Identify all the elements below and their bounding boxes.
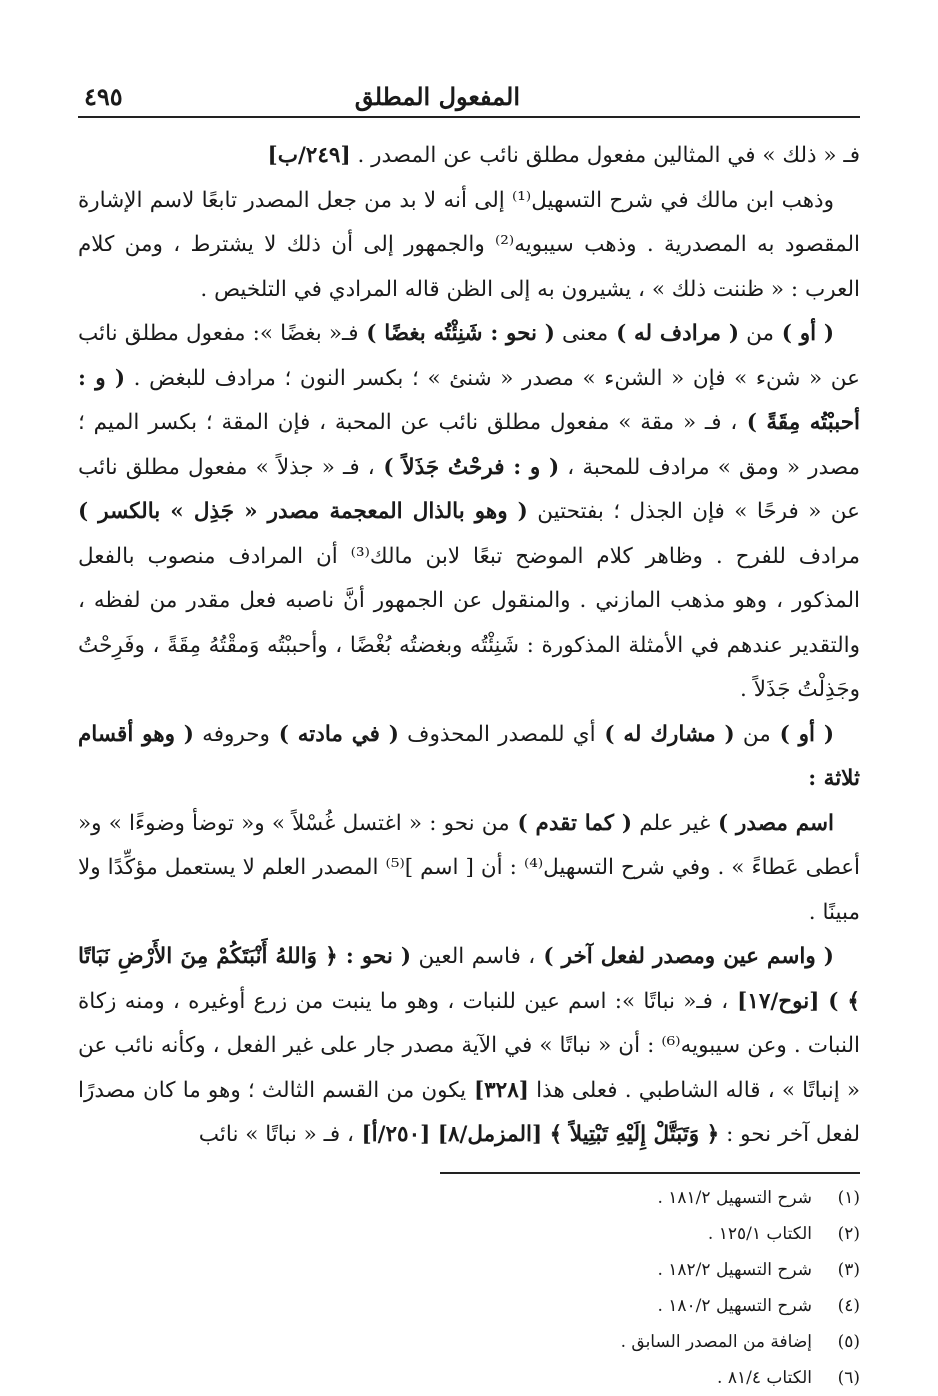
footnote-number: (٣) <box>837 1259 860 1280</box>
page-number: ٤٩٥ <box>84 82 123 111</box>
commentary-text: مرادف للفرح . وظاهر كلام الموضح تبعًا لابن مالك⁽³⁾ أن المرادف منصوب بالفعل المذكور ، وهو مذهب المازني . والمنقول عن الجمهور أنَّ ناصبه فعل مقدر من لفظه ، والتقدير عندهم في الأمثلة المذكورة : شَنِئْتُه وبغضتُه بُغْضًا ، وأحببْتُه وَمقْتُهُ مِقَةً ، وفَرِحْتُ وجَذِلْتُ جَذَلاً . <box>78 543 860 702</box>
footnotes <box>440 1172 860 1396</box>
commentary-text: من <box>734 721 771 747</box>
page <box>78 70 861 1388</box>
bold-matn-text: [٢٤٩/ب] <box>267 143 351 168</box>
footnote-text: إضافة من المصدر السابق . <box>620 1331 812 1352</box>
paragraph <box>78 312 860 713</box>
footnote-text: الكتاب ٨١/٤ . <box>717 1367 812 1388</box>
footnote <box>440 1324 860 1360</box>
footnote <box>440 1180 860 1216</box>
bold-matn-text: ( نحو : شَنِئْتُه بغضًا ) <box>358 321 555 346</box>
footnote-text: الكتاب ١٢٥/١ . <box>707 1223 812 1244</box>
bold-matn-text: ( و : فرحْتُ جَذَلاً ) <box>374 454 560 480</box>
paragraph <box>78 134 860 179</box>
bold-matn-text: ( و : أحببْتُه مِقَةً ) <box>78 365 860 435</box>
bold-matn-text: ( مرادف له ) <box>608 321 740 346</box>
paragraph <box>78 179 860 313</box>
commentary-text: من <box>739 321 775 346</box>
footnote-number: (١) <box>837 1187 860 1208</box>
paragraph <box>78 802 860 936</box>
bold-matn-text: ( أو ) <box>774 321 834 346</box>
running-title: المفعول المطلق <box>354 82 520 111</box>
commentary-text: ، فاسم العين <box>411 944 536 969</box>
bold-matn-text: ( في مادته ) <box>269 721 399 747</box>
footnote-text: شرح التسهيل ١٨٠/٢ . <box>657 1295 812 1316</box>
footnote-number: (٥) <box>837 1331 860 1352</box>
footnote-number: (٤) <box>837 1295 860 1316</box>
paragraph <box>78 713 860 802</box>
commentary-text: أي للمصدر المحذوف <box>398 721 596 747</box>
bold-matn-text: ( وهو أقسام ثلاثة : <box>78 721 860 791</box>
bold-matn-text: ( أو ) <box>770 721 834 747</box>
commentary-text: من نحو : « اغتسل غُسْلاً » و« توضأ وضوءًا » و« أعطى عَطاءً » . وفي شرح التسهيل⁽⁴⁾ : أن [ اسم ]⁽⁵⁾ المصدر العلم لا يستعمل مؤكِّدًا ولا مبينًا . <box>78 810 861 925</box>
commentary-text: ، فـ « مقة » مفعول مطلق نائب عن المحبة ، فإن المقة ؛ بكسر الميم ؛ مصدر « ومق » مرادف للمحبة ، <box>78 410 860 480</box>
footnote <box>440 1252 860 1288</box>
bold-matn-text: ﴿ وَتَبَتَّلْ إِلَيْهِ تَبْتِيلاً ﴾ [المزمل/٨] [٢٥٠/أ] <box>353 1122 720 1147</box>
commentary-text: غير علم <box>632 810 711 836</box>
commentary-text: ، فـ « جذلاً » مفعول مطلق نائب عن « فرحًا » فإن الجذل ؛ بفتحتين <box>78 454 860 524</box>
footnote-text: شرح التسهيل ١٨٢/٢ . <box>657 1259 812 1280</box>
footnote <box>440 1216 860 1252</box>
commentary-text: ، فـ« نباتًا »: اسم عين للنبات ، وهو ما ينبت من زرع أوغيره ، ومنه زكاة النبات . وعن سيبويه⁽⁶⁾ : أن « نباتًا » في الآية مصدر جار على غير الفعل ، وكأنه نائب عن « إنباتًا » ، قاله الشاطبي . فعلى هذا <box>78 988 860 1103</box>
bold-matn-text: [٣٢٨] <box>466 1077 529 1103</box>
footnote-text: شرح التسهيل ١٨١/٢ . <box>657 1187 812 1208</box>
bold-matn-text: ( وهو بالذال المعجمة مصدر « جَذِل » بالكسر ) <box>78 499 528 524</box>
commentary-text: يكون من القسم الثالث ؛ وهو ما كان مصدرًا لفعل آخر نحو : <box>78 1077 860 1147</box>
commentary-text: ، فـ « نباتًا » نائب <box>198 1122 354 1147</box>
bold-matn-text: ( مشارك له ) <box>595 721 735 747</box>
bold-matn-text: ( واسم عين ومصدر لفعل آخر ) <box>535 944 834 969</box>
footnote <box>440 1288 860 1324</box>
commentary-text: وحروفه <box>193 721 270 747</box>
commentary-text: معنى <box>554 321 609 346</box>
commentary-text: فـ « ذلك » في المثالين مفعول مطلق نائب عن المصدر . <box>350 143 860 168</box>
bold-matn-text: ( كما تقدم ) <box>509 810 633 836</box>
footnote-number: (٢) <box>837 1223 860 1244</box>
commentary-text: وذهب ابن مالك في شرح التسهيل⁽¹⁾ إلى أنه لا بد من جعل المصدر تابعًا لاسم الإشارة المقصود به المصدرية . وذهب سيبويه⁽²⁾ والجمهور إلى أن ذلك لا يشترط ، ومن كلام العرب : « ظننت ذلك » ، يشيرون به إلى الظن قاله المرادي في التلخيص . <box>78 187 860 302</box>
bold-matn-text: ( نحو : ﴿ وَاللهُ أَنْبَتَكُمْ مِنَ الأَرْضِ نَبَاتًا ﴾ ) [نوح/١٧] <box>78 944 860 1014</box>
footnote <box>440 1360 860 1396</box>
paragraph <box>78 935 860 1158</box>
commentary-text: فـ« بغضًا »: مفعول مطلق نائب عن « شنء » فإن « الشنء » مصدر « شنئ » ؛ بكسر النون ؛ مرادف للبغض . <box>78 321 860 391</box>
body-text <box>78 134 860 1158</box>
bold-matn-text: اسم مصدر ) <box>710 810 834 836</box>
page-header <box>78 70 860 118</box>
footnote-number: (٦) <box>837 1367 860 1388</box>
